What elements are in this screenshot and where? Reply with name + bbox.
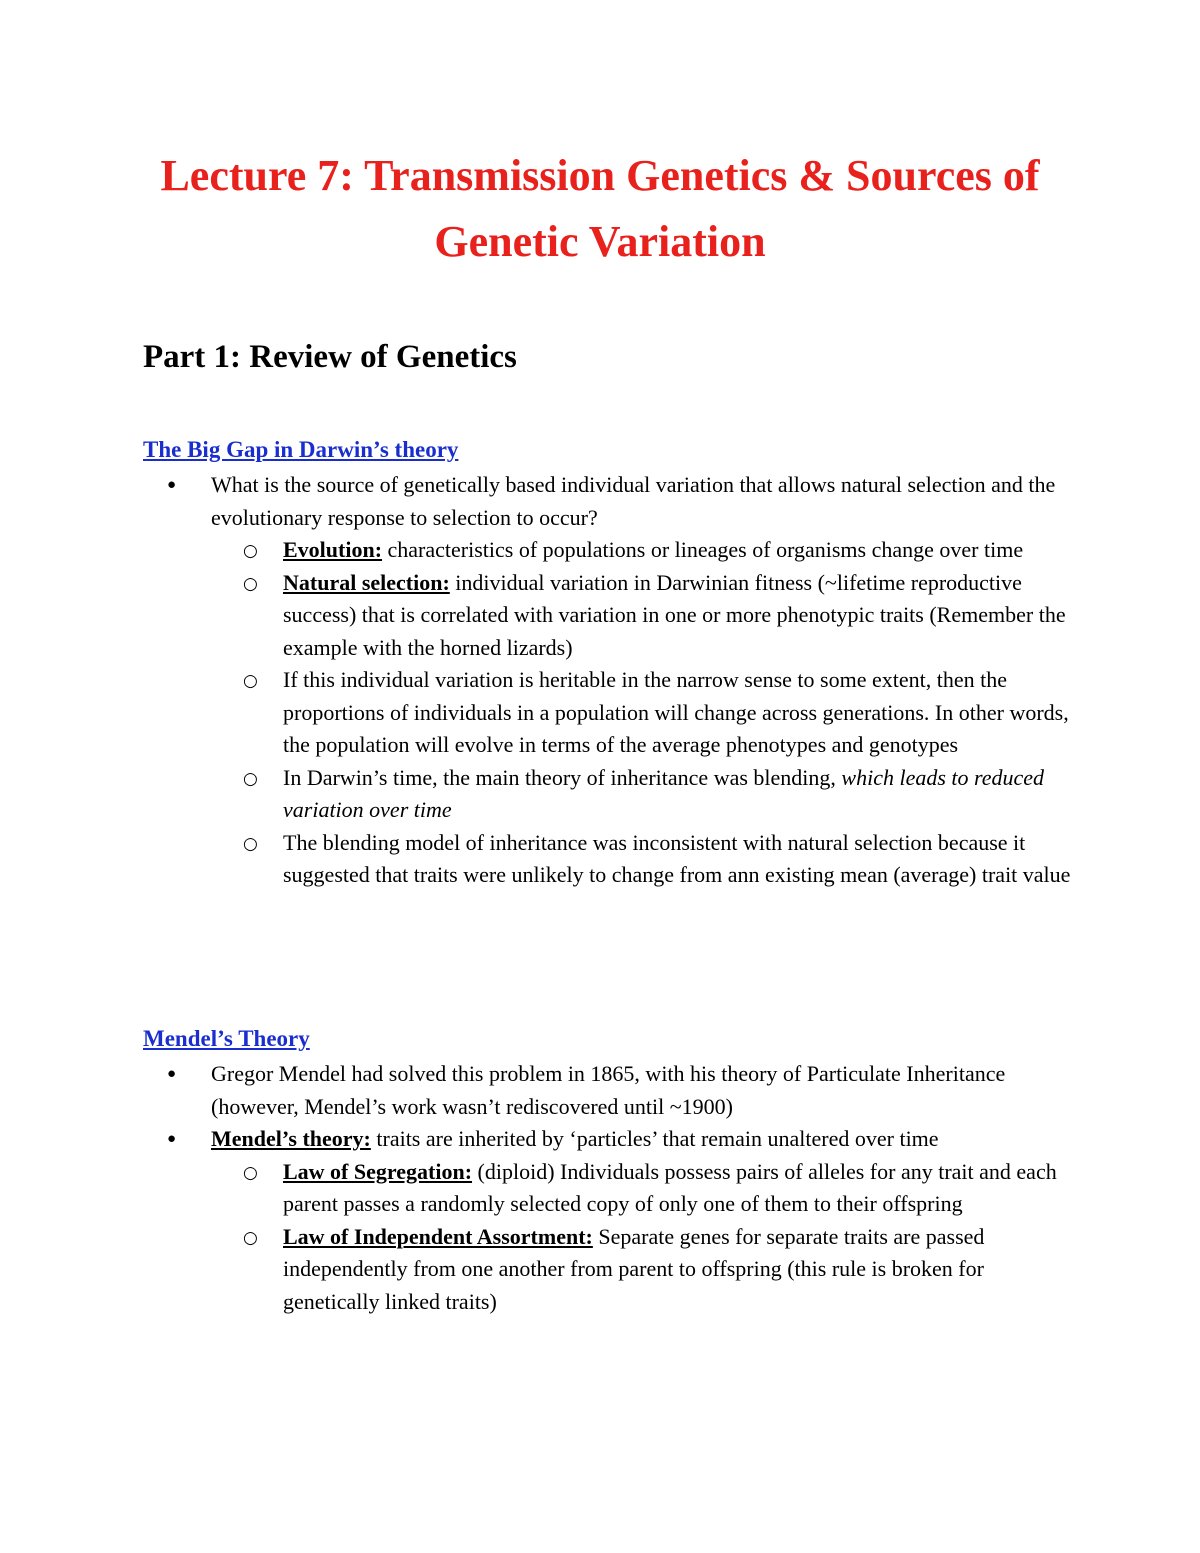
sub-bullet-icon: ○ (243, 833, 258, 854)
bullet-icon: ● (167, 1066, 177, 1082)
page-title: Lecture 7: Transmission Genetics & Sources of Genetic Variation (160, 151, 1040, 266)
term-mendels-theory: Mendel’s theory: (211, 1126, 371, 1151)
list-item-text: Gregor Mendel had solved this problem in 1865, with his theory of Particulate Inheritance (however, Mendel’s work wasn’t rediscovered until ~1900) (211, 1061, 1006, 1119)
sub-list-item-emphasis: which leads to reduced variation over time (283, 764, 1045, 822)
term-law-of-segregation: Law of Segregation: (283, 1158, 473, 1184)
term-evolution: Evolution: (283, 537, 383, 562)
list-item (143, 469, 1073, 892)
sub-list-item (211, 534, 1073, 567)
sub-list-item (211, 762, 1073, 827)
bullet-icon: ● (167, 477, 177, 493)
sub-list-item (211, 1221, 1073, 1319)
darwin-gap-list (143, 469, 1073, 892)
mendel-sub-list (211, 1156, 1073, 1319)
sub-bullet-icon: ○ (243, 573, 258, 594)
sub-list-item (211, 1156, 1073, 1221)
list-item (143, 1058, 1073, 1123)
sub-list-item-text: individual variation in Darwinian fitness (~lifetime reproductive success) that is correlated with variation in one or more phenotypic traits (Remember the example with the horned lizards) (283, 569, 1066, 660)
sub-bullet-icon: ○ (243, 1162, 258, 1183)
sub-list-item (211, 664, 1073, 762)
list-item-text: What is the source of genetically based individual variation that allows natural selection and the evolutionary response to selection to occur? (211, 472, 1056, 530)
sub-list-item-text: If this individual variation is heritable in the narrow sense to some extent, then the proportions of individuals in a population will change across generations. In other words, the population will evolve in terms of the average phenotypes and genotypes (283, 667, 1069, 757)
sub-bullet-icon: ○ (243, 671, 258, 691)
sub-bullet-icon: ○ (243, 768, 258, 789)
sub-bullet-icon: ○ (243, 1227, 258, 1248)
sub-list-item-text: The blending model of inheritance was inconsistent with natural selection because it suggested that traits were unlikely to change from ann existing mean (average) trait value (283, 829, 1071, 887)
term-law-of-independent-assortment: Law of Independent Assortment: (283, 1223, 593, 1249)
sub-list-item (211, 827, 1073, 892)
sub-list-item-text: In Darwin’s time, the main theory of inheritance was blending, (283, 764, 842, 790)
sub-list-item (211, 567, 1073, 665)
section-heading-darwin-gap: The Big Gap in Darwin’s theory (143, 437, 459, 462)
mendel-list (143, 1058, 1073, 1318)
sub-list-item-text: characteristics of populations or lineages of organisms change over time (382, 537, 1024, 562)
sub-list-item-text: Separate genes for separate traits are passed independently from one another from parent to offspring (this rule is broken for genetically linked traits) (283, 1223, 985, 1314)
section-heading-mendel: Mendel’s Theory (143, 1026, 310, 1051)
bullet-icon: ● (167, 1131, 177, 1147)
list-item (143, 1123, 1073, 1318)
sub-list-item-text: (diploid) Individuals possess pairs of alleles for any trait and each parent passes a randomly selected copy of only one of them to their offspring (283, 1158, 1057, 1216)
list-item-text: traits are inherited by ‘particles’ that remain unaltered over time (370, 1126, 939, 1151)
darwin-gap-sub-list (211, 534, 1073, 892)
term-natural-selection: Natural selection: (283, 569, 450, 595)
sub-bullet-icon: ○ (243, 541, 258, 561)
part-heading: Part 1: Review of Genetics (143, 339, 517, 375)
